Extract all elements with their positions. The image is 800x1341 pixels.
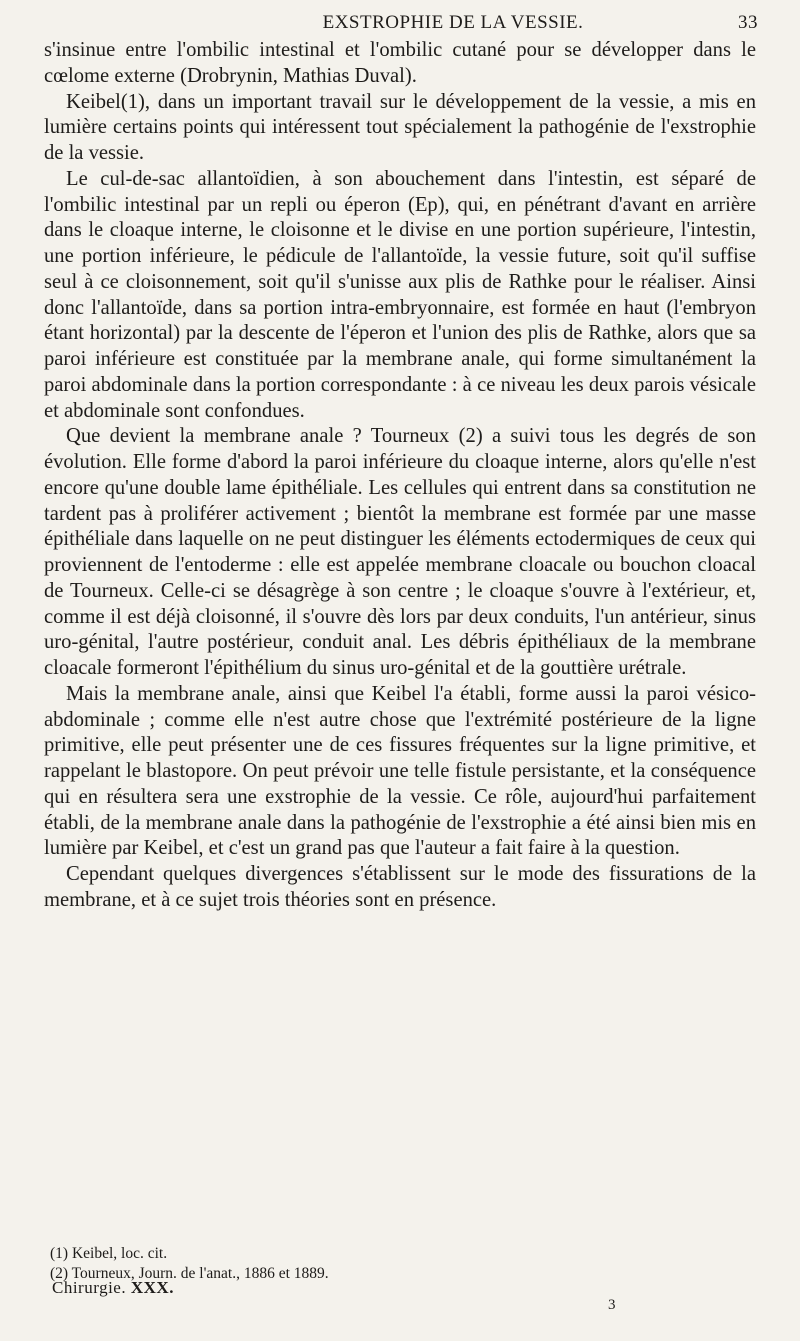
running-header xyxy=(148,12,758,34)
paragraph: Le cul-de-sac allantoïdien, à son abouchement dans l'intestin, est séparé de l'ombilic intestinal par un repli ou éperon (Ep), qui, en pénétrant d'avant en arrière dans le cloaque interne, le cloisonne et le divise en une portion supérieure, l'intestin, une portion inférieure, le pédicule de l'allantoïde, la vessie future, soit qu'il suffise seul à ce cloisonnement, soit qu'il s'unisse aux plis de Rathke pour le réaliser. Ainsi donc l'allantoïde, dans sa portion intra-embryonnaire, est formée en haut (l'embryon étant horizontal) par la descente de l'éperon et l'union des plis de Rathke, alors que sa paroi inférieure est constituée par la membrane anale, qui forme simultanément la paroi abdominale dans la portion correspondante : à ce niveau les deux parois vésicale et abdominale sont confondues. xyxy=(44,167,756,422)
paragraph: Que devient la membrane anale ? Tourneux (2) a suivi tous les degrés de son évolution. Elle forme d'abord la paroi inférieure du cloaque interne, alors qu'elle n'est encore qu'une double lame épithéliale. Les cellules qui entrent dans sa constitution ne tardent pas à proliférer activement ; bientôt la membrane est formée par une masse épithéliale dans laquelle on ne peut distinguer les éléments ectodermiques de ceux qui proviennent de l'entoderme : elle est appelée membrane cloacale ou bouchon cloacal de Tourneux. Celle-ci se désagrège à son centre ; le cloaque s'ouvre à l'extérieur, et, comme il est déjà cloisonné, il s'ouvre dès lors par deux conduits, l'un antérieur, sinus uro-génital, l'autre postérieur, conduit anal. Les débris épithéliaux de la membrane cloacale formeront l'épithélium du sinus uro-génital et de la gouttière urétrale. xyxy=(44,425,756,679)
running-title: EXSTROPHIE DE LA VESSIE. xyxy=(322,12,584,33)
footnote: (1) Keibel, loc. cit. xyxy=(50,1245,168,1262)
signature-number: 3 xyxy=(608,1297,616,1313)
paragraph: Cependant quelques divergences s'établissent sur le mode des fissurations de la membrane, et à ce sujet trois théories sont en présence. xyxy=(44,863,756,911)
signature-label: Chirurgie. xyxy=(52,1278,127,1297)
page-number: 33 xyxy=(738,12,758,33)
paragraph: Mais la membrane anale, ainsi que Keibel l'a établi, forme aussi la paroi vésico-abdominale ; comme elle n'est autre chose que l'extrémité postérieure de la ligne primitive, elle peut présenter une de ces fissures fréquentes sur la ligne primitive, et rappelant le blastopore. On peut prévoir une telle fistule persistante, et la conséquence qui en résultera sera une exstrophie de la vessie. Ce rôle, aujourd'hui parfaitement établi, de la membrane anale dans la pathogénie de l'exstrophie a été ainsi bien mis en lumière par Keibel, et c'est un grand pas que l'auteur a fait faire à la question. xyxy=(44,682,756,860)
body-text xyxy=(44,38,756,914)
paragraph: s'insinue entre l'ombilic intestinal et l'ombilic cutané pour se développer dans le cœlome externe (Drobrynin, Mathias Duval). xyxy=(44,39,756,87)
signature-roman: XXX. xyxy=(130,1278,174,1297)
footnote: (2) Tourneux, Journ. de l'anat., 1886 et 1889. xyxy=(50,1265,329,1282)
paragraph: Keibel(1), dans un important travail sur le développement de la vessie, a mis en lumière certains points qui intéressent tout spécialement la pathogénie de l'exstrophie de la vessie. xyxy=(44,90,756,164)
signature-mark xyxy=(52,1278,174,1298)
